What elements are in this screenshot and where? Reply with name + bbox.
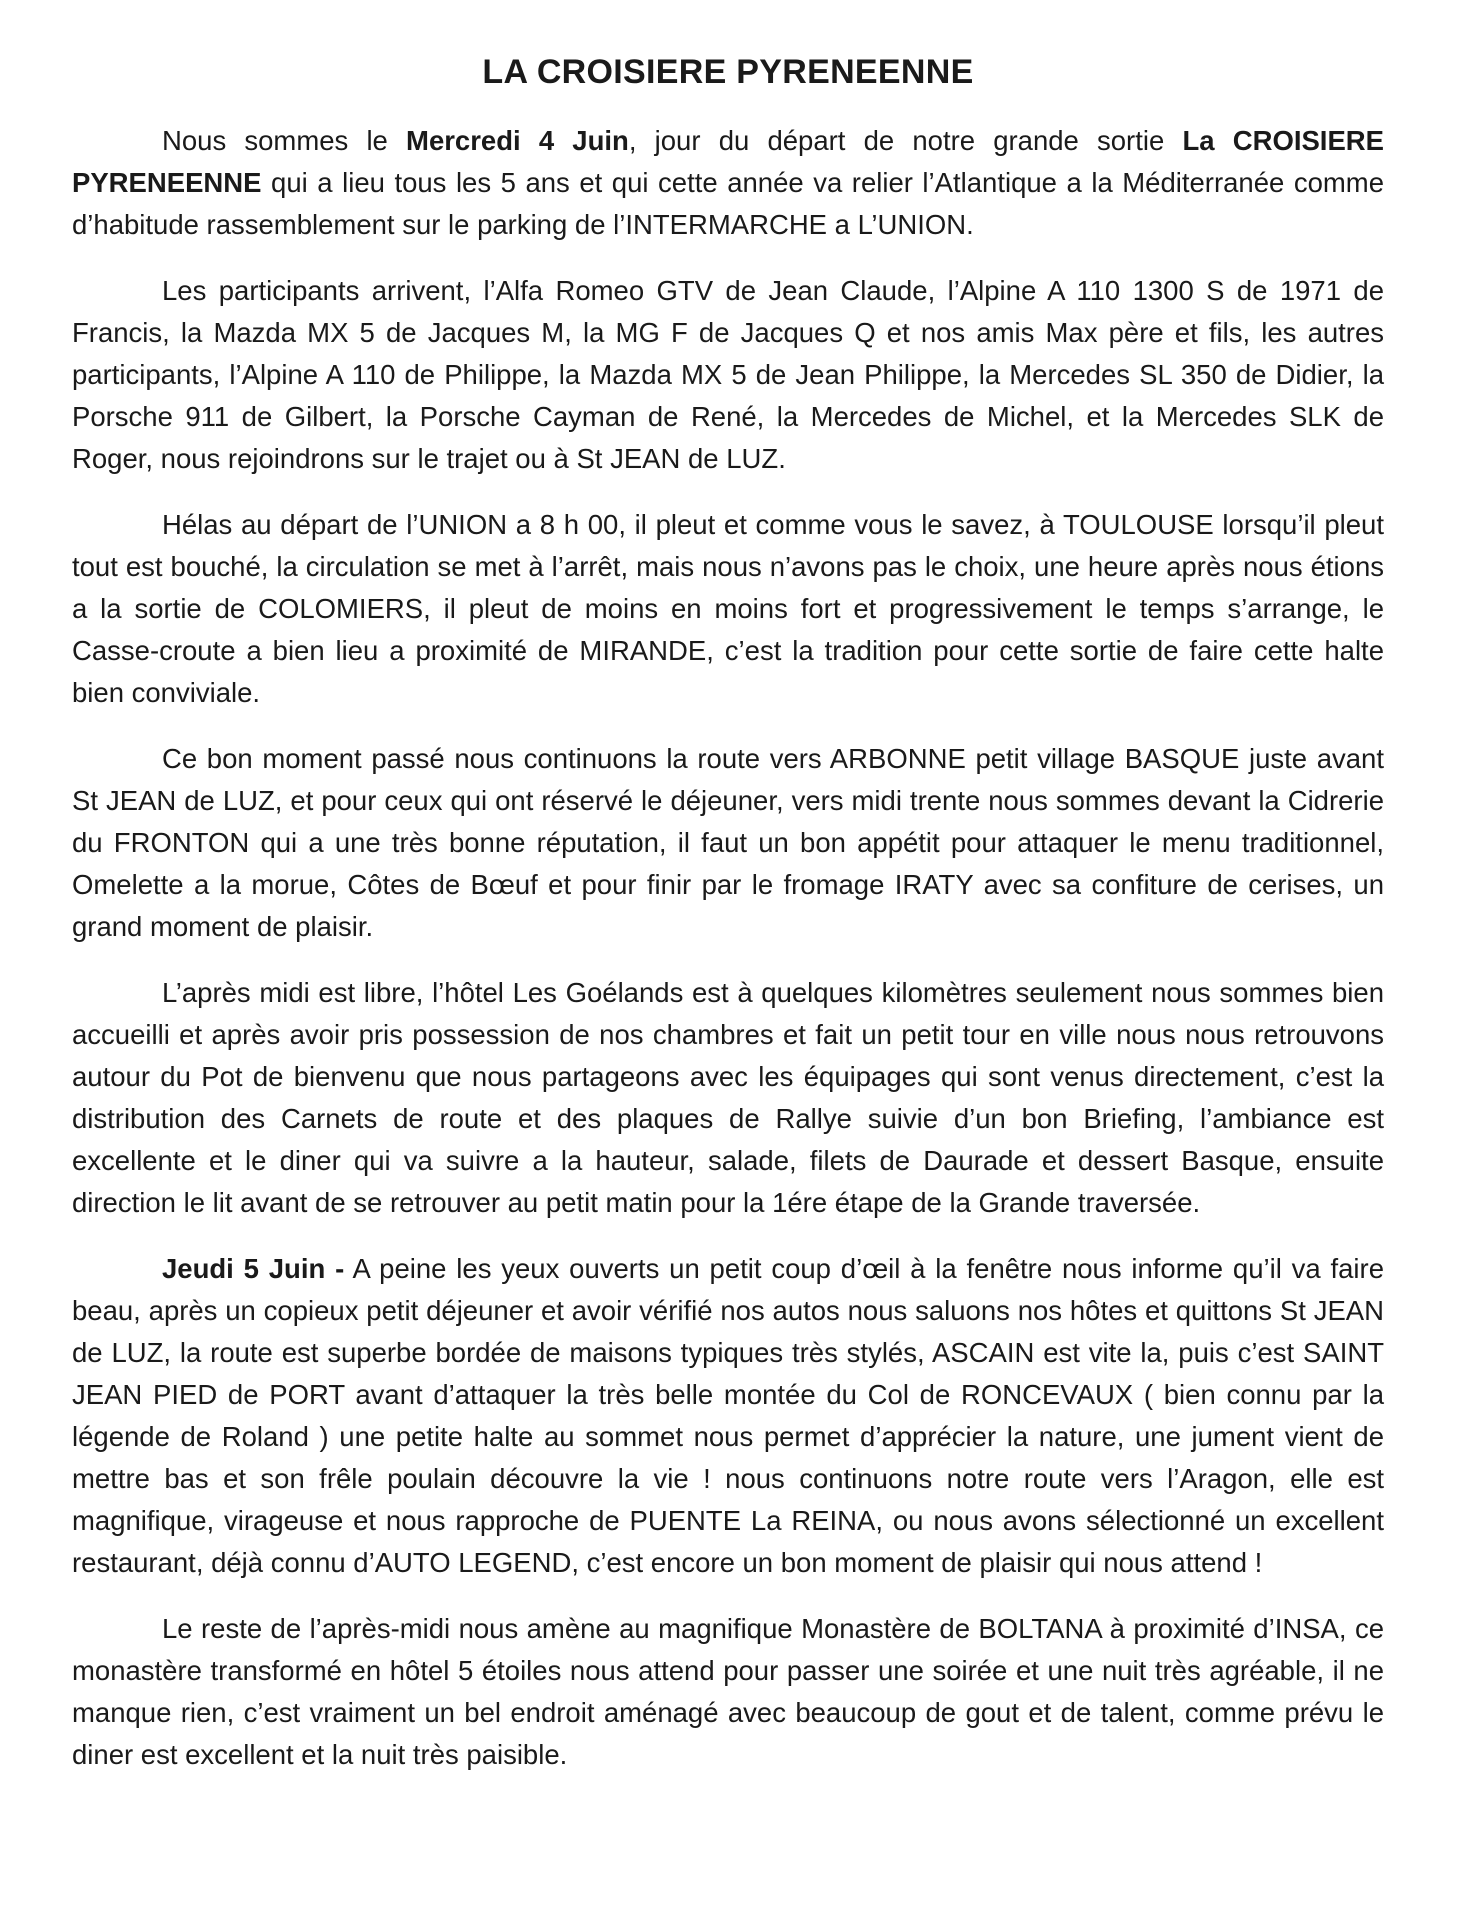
paragraph-2: Les participants arrivent, l’Alfa Romeo GTV de Jean Claude, l’Alpine A 110 1300 S de 1971 de Francis, la Mazda MX 5 de Jacques M, la MG F de Jacques Q et nos amis Max père et fils, les autres participants, l’Alpine A 110 de Philippe, la Mazda MX 5 de Jean Philippe, la Mercedes SL 350 de Didier, la Porsche 911 de Gilbert, la Porsche Cayman de René, la Mercedes de Michel, et la Mercedes SLK de Roger, nous rejoindrons sur le trajet ou à St JEAN de LUZ. [72,275,1384,474]
p1-date: Mercredi 4 Juin [406,125,629,156]
p6-text: A peine les yeux ouverts un petit coup d’œil à la fenêtre nous informe qu’il va faire beau, après un copieux petit déjeuner et avoir vérifié nos autos nous saluons nos hôtes et quittons St JEAN de LUZ, la route est superbe bordée de maisons typiques très stylés, ASCAIN est vite la, puis c’est SAINT JEAN PIED de PORT avant d’attaquer la très belle montée du Col de RONCEVAUX ( bien connu par la légende de Roland ) une petite halte au sommet nous permet d’apprécier la nature, une jument vient de mettre bas et son frêle poulain découvre la vie ! nous continuons notre route vers l’Aragon, elle est magnifique, virageuse et nous rapproche de PUENTE La REINA, ou nous avons sélectionné un excellent restaurant, déjà connu d’AUTO LEGEND, c’est encore un bon moment de plaisir qui nous attend ! [72,1253,1384,1578]
p6-date: Jeudi 5 Juin - [162,1253,345,1284]
paragraph-7: Le reste de l’après-midi nous amène au magnifique Monastère de BOLTANA à proximité d’INSA, ce monastère transformé en hôtel 5 étoiles nous attend pour passer une soirée et une nuit très agréable, il ne manque rien, c’est vraiment un bel endroit aménagé avec beaucoup de gout et de talent, comme prévu le diner est excellent et la nuit très paisible. [72,1613,1384,1770]
p1-text-1: Nous sommes le [162,125,407,156]
p1-text-2: , jour du départ de notre grande sortie [628,125,1183,156]
document-title: LA CROISIERE PYRENEENNE [482,53,974,91]
paragraph-1 [72,120,1384,246]
paragraph-5: L’après midi est libre, l’hôtel Les Goélands est à quelques kilomètres seulement nous sommes bien accueilli et après avoir pris possession de nos chambres et fait un petit tour en ville nous nous retrouvons autour du Pot de bienvenu que nous partageons avec les équipages qui sont venus directement, c’est la distribution des Carnets de route et des plaques de Rallye suivie d’un bon Briefing, l’ambiance est excellente et le diner qui va suivre a la hauteur, salade, filets de Daurade et dessert Basque, ensuite direction le lit avant de se retrouver au petit matin pour la 1ére étape de la Grande traversée. [72,977,1384,1218]
paragraph-4: Ce bon moment passé nous continuons la route vers ARBONNE petit village BASQUE juste avant St JEAN de LUZ, et pour ceux qui ont réservé le déjeuner, vers midi trente nous sommes devant la Cidrerie du FRONTON qui a une très bonne réputation, il faut un bon appétit pour attaquer le menu traditionnel, Omelette a la morue, Côtes de Bœuf et pour finir par le fromage IRATY avec sa confiture de cerises, un grand moment de plaisir. [72,743,1384,942]
p1-event-name: La CROISIERE PYRENEENNE [72,125,1384,198]
p1-text-3: qui a lieu tous les 5 ans et qui cette année va relier l’Atlantique a la Méditerranée comme d’habitude rassemblement sur le parking de l’INTERMARCHE a L’UNION. [72,167,1384,240]
paragraph-3: Hélas au départ de l’UNION a 8 h 00, il pleut et comme vous le savez, à TOULOUSE lorsqu’il pleut tout est bouché, la circulation se met à l’arrêt, mais nous n’avons pas le choix, une heure après nous étions a la sortie de COLOMIERS, il pleut de moins en moins fort et progressivement le temps s’arrange, le Casse-croute a bien lieu a proximité de MIRANDE, c’est la tradition pour cette sortie de faire cette halte bien conviviale. [72,509,1384,708]
document-page [72,52,1384,1800]
paragraph-6 [72,1248,1384,1584]
